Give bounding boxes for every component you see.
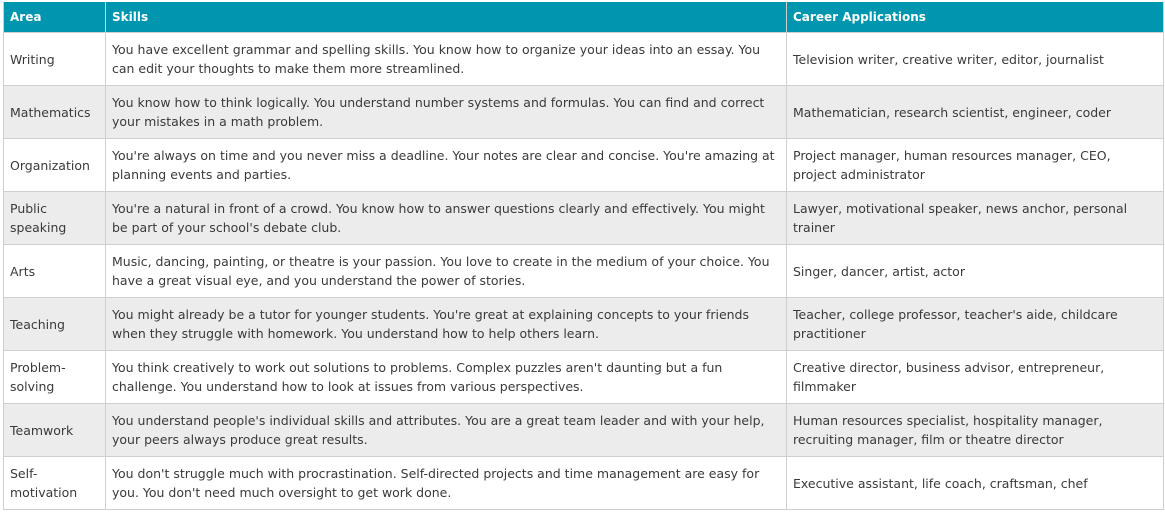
area-cell: Teaching — [4, 298, 106, 351]
table-row — [4, 298, 1164, 351]
area-cell: Problem-solving — [4, 351, 106, 404]
header-area: Area — [4, 2, 106, 33]
career-cell: Singer, dancer, artist, actor — [787, 245, 1164, 298]
area-cell: Writing — [4, 33, 106, 86]
skills-cell: You understand people's individual skills and attributes. You are a great team leader and with your help, your peers always produce great results. — [106, 404, 787, 457]
area-cell: Mathematics — [4, 86, 106, 139]
area-cell: Organization — [4, 139, 106, 192]
table-row — [4, 404, 1164, 457]
career-cell: Television writer, creative writer, editor, journalist — [787, 33, 1164, 86]
area-cell: Self-motivation — [4, 457, 106, 510]
skills-cell: You don't struggle much with procrastination. Self-directed projects and time management are easy for you. You don't need much oversight to get work done. — [106, 457, 787, 510]
table-row — [4, 245, 1164, 298]
skills-cell: Music, dancing, painting, or theatre is your passion. You love to create in the medium of your choice. You have a great visual eye, and you understand the power of stories. — [106, 245, 787, 298]
table-row — [4, 351, 1164, 404]
skills-career-table-container — [3, 2, 1163, 510]
career-cell: Human resources specialist, hospitality manager, recruiting manager, film or theatre director — [787, 404, 1164, 457]
skills-cell: You know how to think logically. You understand number systems and formulas. You can find and correct your mistakes in a math problem. — [106, 86, 787, 139]
skills-cell: You have excellent grammar and spelling skills. You know how to organize your ideas into an essay. You can edit your thoughts to make them more streamlined. — [106, 33, 787, 86]
header-skills: Skills — [106, 2, 787, 33]
header-row — [4, 2, 1164, 33]
table-row — [4, 139, 1164, 192]
table-header — [4, 2, 1164, 33]
table-row — [4, 457, 1164, 510]
skills-cell: You think creatively to work out solutions to problems. Complex puzzles aren't daunting but a fun challenge. You understand how to look at issues from various perspectives. — [106, 351, 787, 404]
table-row — [4, 86, 1164, 139]
area-cell: Teamwork — [4, 404, 106, 457]
skills-cell: You might already be a tutor for younger students. You're great at explaining concepts to your friends when they struggle with homework. You understand how to help others learn. — [106, 298, 787, 351]
area-cell: Arts — [4, 245, 106, 298]
skills-cell: You're always on time and you never miss a deadline. Your notes are clear and concise. You're amazing at planning events and parties. — [106, 139, 787, 192]
career-cell: Project manager, human resources manager, CEO, project administrator — [787, 139, 1164, 192]
skills-career-table — [3, 2, 1164, 510]
table-body — [4, 33, 1164, 510]
header-career-applications: Career Applications — [787, 2, 1164, 33]
career-cell: Teacher, college professor, teacher's aide, childcare practitioner — [787, 298, 1164, 351]
career-cell: Creative director, business advisor, entrepreneur, filmmaker — [787, 351, 1164, 404]
career-cell: Executive assistant, life coach, craftsman, chef — [787, 457, 1164, 510]
table-row — [4, 192, 1164, 245]
table-row — [4, 33, 1164, 86]
career-cell: Mathematician, research scientist, engineer, coder — [787, 86, 1164, 139]
area-cell: Public speaking — [4, 192, 106, 245]
skills-cell: You're a natural in front of a crowd. You know how to answer questions clearly and effectively. You might be part of your school's debate club. — [106, 192, 787, 245]
career-cell: Lawyer, motivational speaker, news anchor, personal trainer — [787, 192, 1164, 245]
